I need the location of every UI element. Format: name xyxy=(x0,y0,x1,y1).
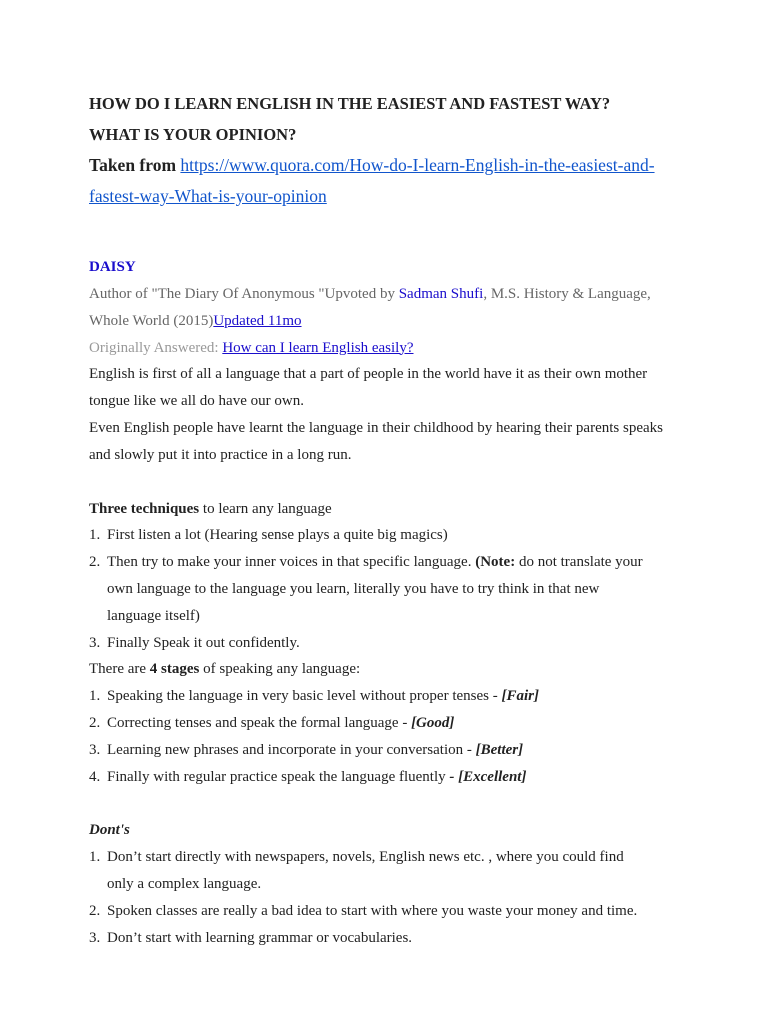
list-item xyxy=(89,630,679,657)
spacer xyxy=(89,790,679,817)
intro-paragraph-1 xyxy=(89,361,679,415)
author-name[interactable]: DAISY xyxy=(89,259,136,275)
stage-rating: [Fair] xyxy=(501,688,539,705)
list-item-line-3: language itself) xyxy=(107,607,200,624)
list-item xyxy=(89,522,679,549)
list-number: 1. xyxy=(89,688,101,705)
spacer xyxy=(89,469,679,496)
list-number: 2. xyxy=(89,554,101,571)
originally-answered-label: Originally Answered: xyxy=(89,339,223,356)
list-item-text: First listen a lot (Hearing sense plays a quite big magics) xyxy=(107,527,448,544)
techniques-heading xyxy=(89,496,679,523)
list-number: 2. xyxy=(89,902,101,919)
note-text: do not translate your xyxy=(515,554,643,571)
stage-rating: [Good] xyxy=(411,714,455,731)
list-item-text: Learning new phrases and incorporate in your conversation - xyxy=(107,741,476,758)
stage-rating: [Better] xyxy=(475,741,524,758)
list-number: 3. xyxy=(89,741,101,758)
intro-paragraph-2 xyxy=(89,415,679,469)
stages-list xyxy=(89,683,679,790)
page-title-line-2: WHAT IS YOUR OPINION? xyxy=(89,125,297,144)
list-item xyxy=(89,710,679,737)
list-item xyxy=(89,925,679,952)
list-item-text: Finally with regular practice speak the language fluently xyxy=(107,768,450,785)
list-item-line-2: own language to the language you learn, literally you have to try think in that new xyxy=(107,580,600,597)
list-item xyxy=(89,737,679,764)
list-item-text: Then try to make your inner voices in that specific language. xyxy=(107,554,476,571)
donts-list xyxy=(89,844,679,951)
stages-heading-post: of speaking any language: xyxy=(199,661,361,678)
updated-link[interactable]: Updated 11mo xyxy=(213,312,302,329)
list-item-text: Finally Speak it out confidently. xyxy=(107,634,300,651)
source-link-line-1[interactable]: https://www.quora.com/How-do-I-learn-English-in-the-easiest-and- xyxy=(180,155,655,175)
source-link-line-2[interactable]: fastest-way-What-is-your-opinion xyxy=(89,186,327,206)
source-line xyxy=(89,150,679,212)
list-number: 3. xyxy=(89,634,101,651)
note-label: (Note: xyxy=(475,554,516,571)
author-bio-line-2: Whole World (2015) xyxy=(89,312,214,329)
list-number: 3. xyxy=(89,929,101,946)
list-item-text: Spoken classes are really a bad idea to start with where you waste your money and time. xyxy=(107,902,638,919)
list-item xyxy=(89,898,679,925)
techniques-heading-rest: to learn any language xyxy=(199,500,332,517)
list-item xyxy=(89,764,679,791)
stage-rating: - [Excellent] xyxy=(449,768,527,785)
list-item xyxy=(89,683,679,710)
upvoter-link[interactable]: Sadman Shufi xyxy=(398,286,484,302)
list-item-text: Correcting tenses and speak the formal language - xyxy=(107,714,412,731)
list-item-text: Speaking the language in very basic level without proper tenses - xyxy=(107,688,502,705)
author-bio-part-2: , M.S. History & Language, xyxy=(483,286,651,302)
donts-heading-text: Dont's xyxy=(89,822,130,839)
donts-heading xyxy=(89,817,679,844)
source-label: Taken from xyxy=(89,155,177,175)
list-number: 1. xyxy=(89,527,101,544)
list-item-line-2: only a complex language. xyxy=(107,875,262,892)
intro-p1-line-2: tongue like we all do have our own. xyxy=(89,393,304,410)
list-item xyxy=(89,549,679,629)
stages-heading-pre: There are xyxy=(89,661,150,678)
page-title-line-1: HOW DO I LEARN ENGLISH IN THE EASIEST AND FASTEST WAY? xyxy=(89,94,611,113)
techniques-list xyxy=(89,522,679,656)
stages-heading xyxy=(89,656,679,683)
list-item-text: Don’t start directly with newspapers, novels, English news etc. , where you could find xyxy=(107,849,624,866)
list-number: 1. xyxy=(89,849,101,866)
techniques-heading-bold: Three techniques xyxy=(89,500,200,517)
stages-heading-bold: 4 stages xyxy=(149,661,200,678)
list-number: 4. xyxy=(89,768,101,785)
list-item xyxy=(89,844,679,898)
list-number: 2. xyxy=(89,714,101,731)
author-bio xyxy=(89,281,679,335)
originally-answered xyxy=(89,335,679,362)
author-bio-part-1: Author of "The Diary Of Anonymous "Upvoted by xyxy=(89,286,399,302)
document-content xyxy=(89,88,679,951)
intro-p2-line-2: and slowly put it into practice in a long run. xyxy=(89,446,352,463)
intro-p2-line-1: Even English people have learnt the language in their childhood by hearing their parents speaks xyxy=(89,419,663,436)
list-item-text: Don’t start with learning grammar or vocabularies. xyxy=(107,929,413,946)
intro-p1-line-1: English is first of all a language that a part of people in the world have it as their own mother xyxy=(89,366,648,383)
originally-answered-link[interactable]: How can I learn English easily? xyxy=(222,339,414,356)
